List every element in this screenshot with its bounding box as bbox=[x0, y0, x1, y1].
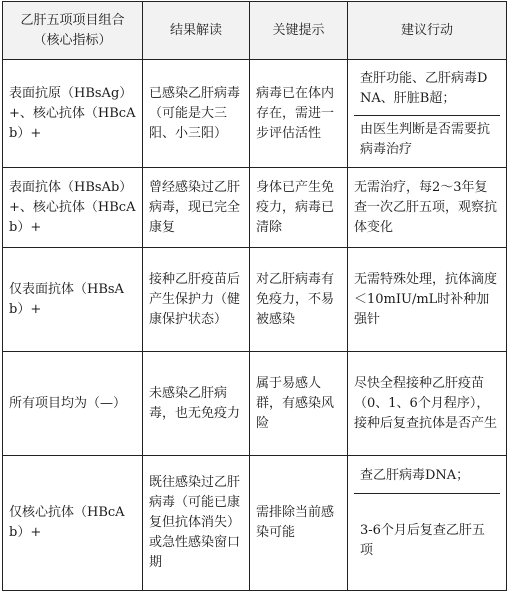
action-cell: 无需特殊处理，抗体滴度＜10mIU/mL时补种加强针 bbox=[348, 248, 507, 352]
action-cell bbox=[348, 60, 507, 168]
result-cell: 接种乙肝疫苗后产生保护力（健康保护状态） bbox=[143, 248, 250, 352]
combo-cell: 仅表面抗体（HBsAb）+ bbox=[3, 248, 143, 352]
table-row bbox=[3, 352, 507, 456]
hint-cell: 需排除当前感染可能 bbox=[250, 456, 348, 591]
combo-cell: 表面抗体（HBsAb）+、核心抗体（HBcAb）+ bbox=[3, 168, 143, 248]
combo-cell: 仅核心抗体（HBcAb）+ bbox=[3, 456, 143, 591]
hint-cell: 对乙肝病毒有免疫力，不易被感染 bbox=[250, 248, 348, 352]
table-row bbox=[3, 456, 507, 591]
header-action: 建议行动 bbox=[348, 2, 507, 60]
hint-cell: 病毒已在体内存在，需进一步评估活性 bbox=[250, 60, 348, 168]
combo-cell: 表面抗原（HBsAg）+、核心抗体（HBcAb）+ bbox=[3, 60, 143, 168]
table-row bbox=[3, 248, 507, 352]
header-result: 结果解读 bbox=[143, 2, 250, 60]
action-cell: 无需治疗，每2～3年复查一次乙肝五项，观察抗体变化 bbox=[348, 168, 507, 248]
result-cell: 已感染乙肝病毒（可能是大三阳、小三阳） bbox=[143, 60, 250, 168]
action-item: 查乙肝病毒DNA； bbox=[360, 468, 470, 483]
hbv-five-items-table bbox=[2, 1, 507, 591]
action-cell bbox=[348, 456, 507, 591]
hint-cell: 身体已产生免疫力，病毒已清除 bbox=[250, 168, 348, 248]
hint-cell: 属于易感人群，有感染风险 bbox=[250, 352, 348, 456]
table-row bbox=[3, 60, 507, 168]
result-cell: 曾经感染过乙肝病毒，现已完全康复 bbox=[143, 168, 250, 248]
result-cell: 既往感染过乙肝病毒（可能已康复但抗体消失）或急性感染窗口期 bbox=[143, 456, 250, 591]
action-cell: 尽快全程接种乙肝疫苗（0、1、6个月程序），接种后复查抗体是否产生 bbox=[348, 352, 507, 456]
table-row bbox=[3, 168, 507, 248]
header-hint: 关键提示 bbox=[250, 2, 348, 60]
combo-cell: 所有项目均为（—） bbox=[3, 352, 143, 456]
action-item: 查肝功能、乙肝病毒DNA、肝脏B超； bbox=[360, 71, 488, 106]
header-combo: 乙肝五项项目组合（核心指标） bbox=[3, 2, 143, 60]
header-row bbox=[3, 2, 507, 60]
action-item: 由医生判断是否需要抗病毒治疗 bbox=[354, 115, 500, 164]
action-item: 3-6个月后复查乙肝五项 bbox=[354, 493, 500, 587]
result-cell: 未感染乙肝病毒，也无免疫力 bbox=[143, 352, 250, 456]
